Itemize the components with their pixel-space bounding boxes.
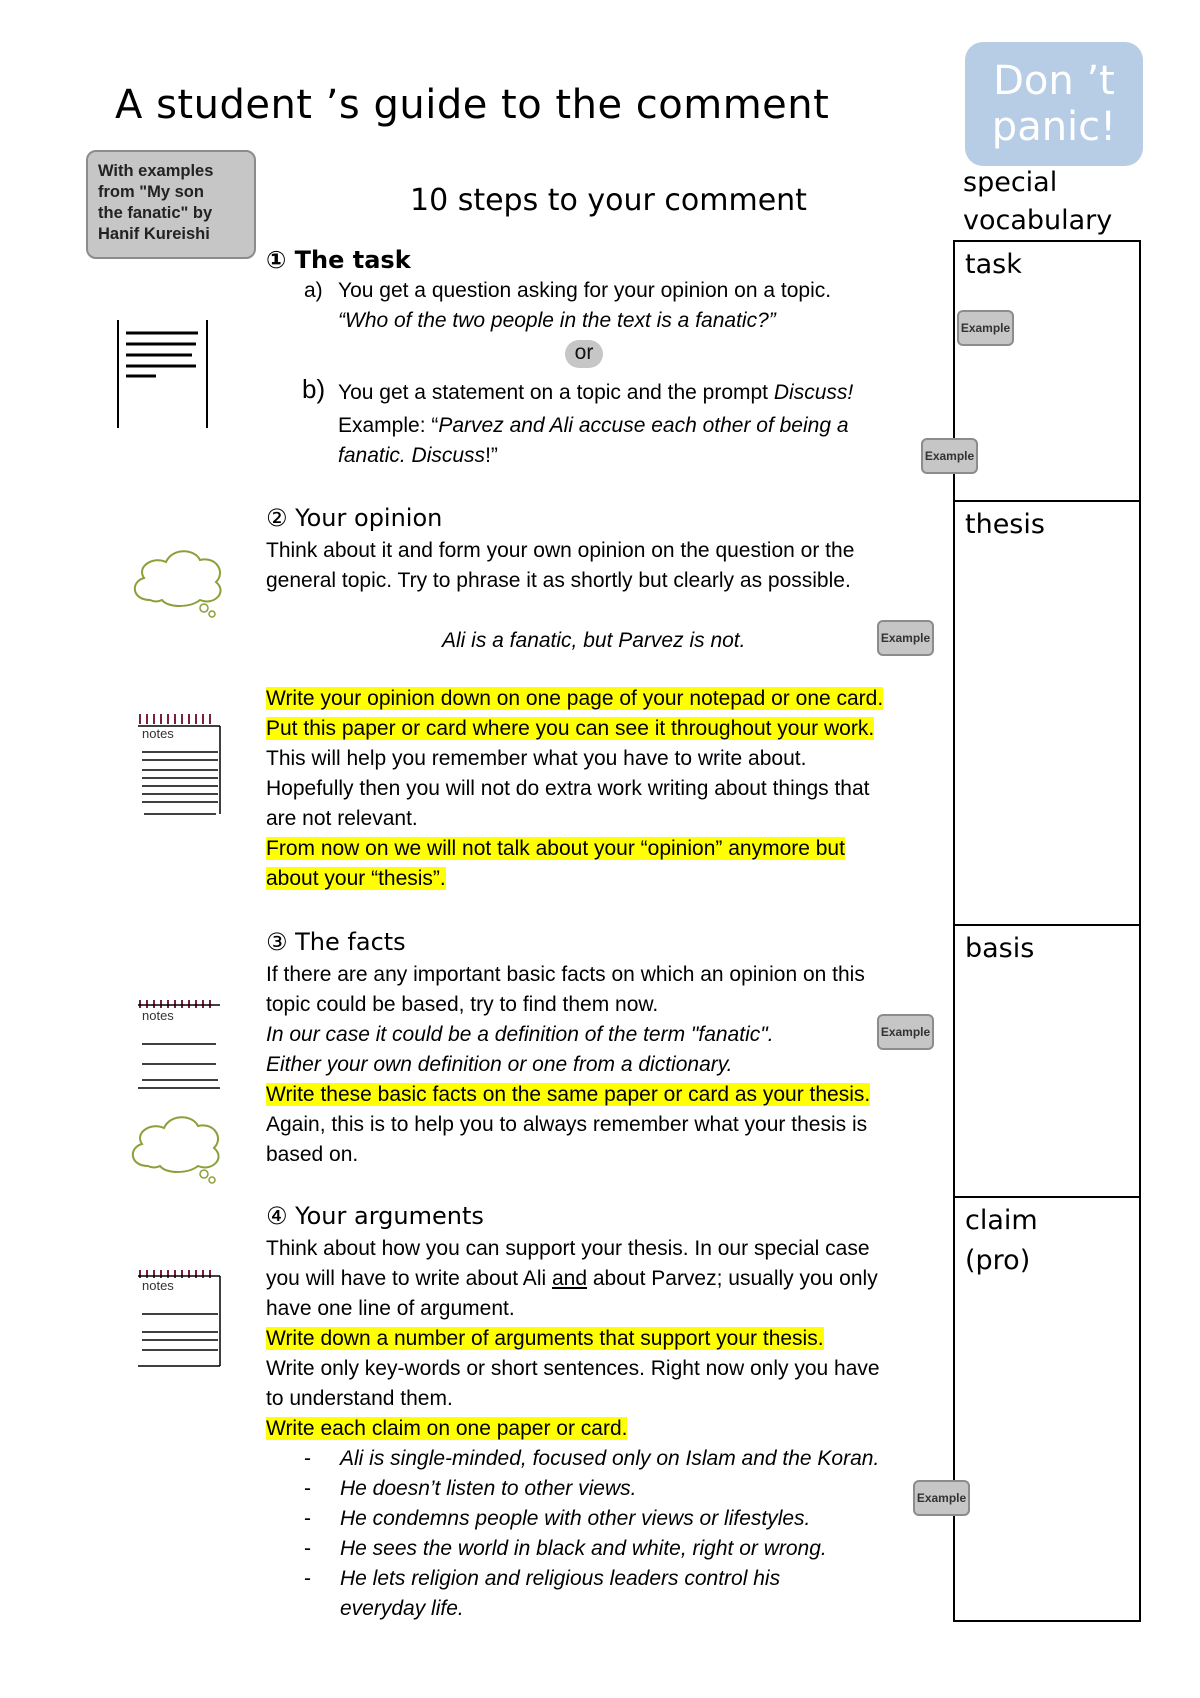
- steps-title: 10 steps to your comment: [410, 183, 807, 218]
- step2-highlight-2: Put this paper or card where you can see it throughout your work.: [266, 717, 875, 740]
- step4-highlight-1: Write down a number of arguments that support your thesis.: [266, 1327, 824, 1350]
- vocab-term-claim: claim: [965, 1205, 1038, 1236]
- step2-highlight-1: Write your opinion down on one page of your notepad or one card.: [266, 687, 884, 710]
- step4-heading: ④ Your arguments: [266, 1202, 484, 1230]
- examples-source-line-1: With examples: [98, 162, 214, 180]
- list-item: [304, 1564, 780, 1594]
- notepad-icon: [136, 712, 226, 820]
- step1-a-text: You get a question asking for your opinion on a topic.: [338, 279, 832, 302]
- step4-p1: Think about how you can support your thesis. In our special case: [266, 1237, 870, 1260]
- notes-label: notes: [142, 1008, 174, 1023]
- dont-panic-line-2: panic!: [991, 104, 1117, 150]
- step1-b-text: [338, 378, 853, 408]
- example-button-opinion[interactable]: Example: [877, 620, 934, 656]
- vocabulary-heading-2: vocabulary: [963, 205, 1113, 236]
- example-button-task-b[interactable]: Example: [921, 438, 978, 474]
- vocabulary-heading: [963, 164, 1153, 240]
- step4-p2-a: you will have to write about Ali: [266, 1267, 552, 1290]
- notepad-icon: [136, 1268, 226, 1372]
- vocab-term-task: task: [965, 249, 1022, 280]
- step1-b-example-end: !”: [485, 444, 498, 467]
- step2-p4: Hopefully then you will not do extra work writing about things that: [266, 777, 870, 800]
- or-label: or: [565, 340, 603, 368]
- step3-highlight-1: Write these basic facts on the same paper or card as your thesis.: [266, 1083, 871, 1106]
- page-title: A student ’s guide to the comment: [115, 82, 830, 128]
- step4-p2-and: and: [551, 1267, 588, 1290]
- vocab-box-thesis: [953, 500, 1141, 926]
- list-bullet: -: [304, 1447, 311, 1470]
- list-bullet: -: [304, 1477, 311, 1500]
- step2-heading: ② Your opinion: [266, 504, 443, 532]
- document-lines-icon: [112, 318, 212, 430]
- step1-heading: ① The task: [266, 246, 411, 274]
- vocab-term-thesis: thesis: [965, 509, 1045, 540]
- list-item: [304, 1444, 879, 1474]
- list-item-continuation: everyday life.: [340, 1597, 464, 1620]
- step1-b-example-label: Example: “: [338, 414, 439, 437]
- step4-p5: to understand them.: [266, 1387, 453, 1410]
- examples-source-line-2: from "My son: [98, 183, 204, 201]
- list-item-text: Ali is single-minded, focused only on Islam and the Koran.: [340, 1447, 880, 1470]
- example-button-arguments[interactable]: Example: [913, 1480, 970, 1516]
- step2-example: Ali is a fanatic, but Parvez is not.: [442, 629, 746, 652]
- thought-cloud-icon: [126, 1108, 226, 1188]
- step4-p3: have one line of argument.: [266, 1297, 515, 1320]
- step3-p4: based on.: [266, 1143, 359, 1166]
- step1-a-quote: “Who of the two people in the text is a fanatic?”: [338, 309, 776, 332]
- list-item-text: He condemns people with other views or lifestyles.: [340, 1507, 811, 1530]
- step4-p2-c: about Parvez; usually you only: [587, 1267, 878, 1290]
- vocab-box-basis: [953, 924, 1141, 1198]
- step3-heading: ③ The facts: [266, 928, 406, 956]
- notes-label: notes: [142, 726, 174, 741]
- step1-b-example-line-1: [338, 411, 849, 441]
- notes-label: notes: [142, 1278, 174, 1293]
- step4-p2: [266, 1264, 878, 1294]
- step2-highlight-3: From now on we will not talk about your “opinion” anymore but: [266, 837, 845, 860]
- vocabulary-heading-1: special: [963, 167, 1058, 198]
- list-item-text: He lets religion and religious leaders control his: [340, 1567, 781, 1590]
- step2-p3: This will help you remember what you have to write about.: [266, 747, 807, 770]
- step1-b-marker: b): [302, 374, 326, 404]
- list-item: [304, 1534, 827, 1564]
- examples-source-line-4: Hanif Kureishi: [98, 225, 210, 243]
- example-button-facts[interactable]: Example: [877, 1014, 934, 1050]
- step3-italic-1: In our case it could be a definition of the term "fanatic".: [266, 1023, 774, 1046]
- step3-italic-2: Either your own definition or one from a dictionary.: [266, 1053, 733, 1076]
- vocab-term-claim-pro: (pro): [965, 1245, 1031, 1276]
- step1-b-prompt: Discuss!: [773, 381, 854, 404]
- step4-p4: Write only key-words or short sentences. Right now only you have: [266, 1357, 880, 1380]
- list-item-text: He doesn’t listen to other views.: [340, 1477, 637, 1500]
- step1-b-example-text-2: fanatic. Discuss: [338, 444, 486, 467]
- dont-panic-badge: [965, 42, 1143, 166]
- step2-highlight-4: about your “thesis”.: [266, 867, 446, 890]
- dont-panic-line-1: Don ’t: [993, 58, 1115, 104]
- examples-source-line-3: the fanatic" by: [98, 204, 213, 222]
- step2-p5: are not relevant.: [266, 807, 418, 830]
- step3-p2: topic could be based, try to find them now.: [266, 993, 659, 1016]
- step1-a-marker: a): [304, 279, 323, 302]
- list-bullet: -: [304, 1507, 311, 1530]
- vocab-box-claim: [953, 1196, 1141, 1622]
- step1-b-text-main: You get a statement on a topic and the prompt: [338, 381, 774, 404]
- step1-b-example-line-2: [338, 441, 498, 471]
- thought-cloud-icon: [128, 542, 228, 622]
- list-item: [304, 1504, 810, 1534]
- step4-highlight-2: Write each claim on one paper or card.: [266, 1417, 628, 1440]
- vocab-term-basis: basis: [965, 933, 1035, 964]
- list-item-text: He sees the world in black and white, right or wrong.: [340, 1537, 827, 1560]
- step2-p1: Think about it and form your own opinion on the question or the: [266, 539, 855, 562]
- step3-p1: If there are any important basic facts on which an opinion on this: [266, 963, 865, 986]
- step2-p2: general topic. Try to phrase it as shortly but clearly as possible.: [266, 569, 851, 592]
- notepad-icon: [136, 996, 226, 1096]
- vocab-box-task: [953, 240, 1141, 502]
- example-button-task-a[interactable]: Example: [957, 310, 1014, 346]
- examples-source-box: [86, 150, 256, 259]
- step3-p3: Again, this is to help you to always remember what your thesis is: [266, 1113, 868, 1136]
- list-bullet: -: [304, 1537, 311, 1560]
- list-item: [304, 1474, 636, 1504]
- step1-b-example-text-1: Parvez and Ali accuse each other of being a: [438, 414, 849, 437]
- list-bullet: -: [304, 1567, 311, 1590]
